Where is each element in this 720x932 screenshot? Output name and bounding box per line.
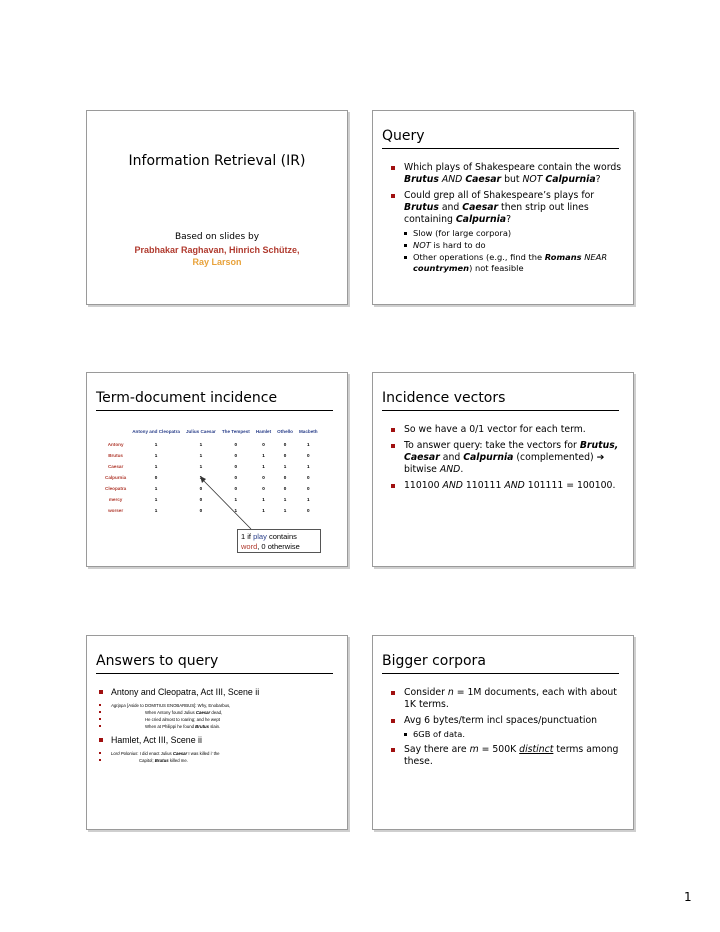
slide-1-title: Information Retrieval (IR) [128, 153, 306, 169]
table-cell: 1 [199, 464, 203, 469]
table-cell: 0 [199, 486, 203, 491]
slide-6 [372, 635, 634, 830]
quote-list [99, 687, 339, 764]
bullet-item: Avg 6 bytes/term incl spaces/punctuation 6GB of data. [391, 715, 625, 740]
table-cell: 0 [234, 486, 238, 491]
slide-6-title: Bigger corpora [382, 653, 486, 669]
bullet-item: Which plays of Shakespeare contain the words Brutus AND Caesar but NOT Calpurnia? [391, 162, 625, 186]
table-cell: 1 [154, 486, 158, 491]
slide-1 [86, 110, 348, 305]
table-cell: 0 [307, 486, 310, 491]
quote-line: Lord Polonius: I did enact Julius Caesar I was killed i' the [99, 750, 339, 757]
table-cell: 0 [283, 475, 287, 480]
row-term: Calpurnia [105, 475, 127, 480]
column-header: Antony and Cleopatra [132, 429, 180, 434]
table-cell: 0 [283, 453, 287, 458]
table-cell: 0 [234, 453, 238, 458]
sub-list [404, 228, 625, 274]
table-cell: 1 [234, 508, 238, 513]
table-cell: 1 [262, 497, 265, 502]
table-cell: 0 [283, 486, 287, 491]
title-rule [96, 673, 333, 674]
row-term: Antony [107, 442, 124, 447]
table-cell: 1 [154, 497, 158, 502]
slide-5 [86, 635, 348, 830]
table-cell: 1 [262, 464, 265, 469]
table-cell: 1 [262, 508, 265, 513]
title-rule [382, 148, 619, 149]
slide-3-title: Term-document incidence [96, 390, 278, 406]
table-cell: 1 [307, 442, 310, 447]
sub-item: NOT is hard to do [404, 240, 625, 251]
authors-line-2: Ray Larson [192, 257, 242, 267]
table-cell: 0 [283, 442, 287, 447]
table-cell: 1 [283, 464, 287, 469]
table-cell: 1 [262, 453, 265, 458]
sub-list [404, 729, 625, 740]
title-rule [382, 673, 619, 674]
table-cell: 0 [234, 442, 238, 447]
callout-box: 1 if play contains word, 0 otherwise [237, 529, 321, 553]
table-cell: 0 [307, 508, 310, 513]
title-rule [382, 410, 619, 411]
row-term: worser [108, 508, 124, 513]
table-cell: 0 [199, 508, 203, 513]
table-cell: 0 [307, 475, 310, 480]
table-cell: 0 [262, 442, 265, 447]
sub-item: Slow (for large corpora) [404, 228, 625, 239]
table-cell: 0 [234, 464, 238, 469]
table-cell: 1 [154, 464, 158, 469]
slide-4-title: Incidence vectors [382, 390, 506, 406]
row-term: Caesar [107, 464, 124, 469]
bullet-item: 110100 AND 110111 AND 101111 = 100100. [391, 480, 625, 492]
bullet-list [391, 162, 625, 278]
arrow-right-icon: ➔ [596, 452, 605, 463]
sub-item: Other operations (e.g., find the Romans NEAR countrymen) not feasible [404, 252, 625, 274]
table-cell: 0 [307, 453, 310, 458]
bullet-item: Consider n = 1M documents, each with about 1K terms. [391, 687, 625, 711]
table-cell: 0 [154, 475, 158, 480]
slide-2 [372, 110, 634, 305]
bullet-item: Say there are m = 500K distinct terms among these. [391, 744, 625, 768]
bullet-item: To answer query: take the vectors for Brutus, Caesar and Calpurnia (complemented) ➔ bitwise AND. [391, 440, 625, 476]
table-cell: 1 [154, 453, 158, 458]
row-term: Brutus [108, 453, 123, 458]
table-cell: 1 [234, 497, 238, 502]
table-cell: 1 [154, 442, 158, 447]
table-cell: 0 [262, 486, 265, 491]
sub-item: 6GB of data. [404, 729, 625, 740]
play-heading: Hamlet, Act III, Scene ii [99, 735, 339, 746]
table-cell: 1 [283, 508, 287, 513]
quote-line: When at Philippi he found Brutus slain. [99, 723, 339, 730]
table-cell: 1 [199, 453, 203, 458]
table-cell: 1 [307, 497, 310, 502]
bullet-item: So we have a 0/1 vector for each term. [391, 424, 625, 436]
table-cell: 0 [234, 475, 238, 480]
quote-line: Agrippa [Aside to DOMITIUS ENOBARBUS]: Why, Enobarbus, [99, 702, 339, 709]
play-heading: Antony and Cleopatra, Act III, Scene ii [99, 687, 339, 698]
table-cell: 0 [262, 475, 265, 480]
slide-5-title: Answers to query [96, 653, 219, 669]
row-term: Cleopatra [105, 486, 127, 491]
bullet-item: Could grep all of Shakespeare’s plays for Brutus and Caesar then strip out lines containing Calpurnia? Slow (for large corpora) NOT is hard to do Other operations (e.g., find the Romans NEAR countrymen) not feasible [391, 190, 625, 274]
quote-line: Capitol; Brutus killed me. [99, 757, 339, 764]
column-header: The Tempest [221, 429, 250, 434]
column-header: Othello [277, 429, 293, 434]
bullet-list [391, 687, 625, 772]
table-cell: 0 [199, 497, 203, 502]
row-term: mercy [108, 497, 123, 502]
page-number: 1 [684, 890, 692, 904]
slide-4 [372, 372, 634, 567]
based-on-text: Based on slides by [174, 232, 260, 242]
table-cell: 1 [283, 497, 287, 502]
authors-line-1: Prabhakar Raghavan, Hinrich Schütze, [134, 245, 300, 255]
quote-line: When Antony found Julius Caesar dead, [99, 709, 339, 716]
table-cell: 1 [199, 442, 203, 447]
table-cell: 1 [307, 464, 310, 469]
slide-2-title: Query [382, 128, 425, 144]
slide-3 [86, 372, 348, 567]
column-header: Macbeth [298, 429, 318, 434]
quote-line: He cried almost to roaring; and he wept [99, 716, 339, 723]
table-cell: 1 [154, 508, 158, 513]
column-header: Julius Caesar [185, 429, 216, 434]
bullet-list [391, 424, 625, 496]
column-header: Hamlet [255, 429, 272, 434]
